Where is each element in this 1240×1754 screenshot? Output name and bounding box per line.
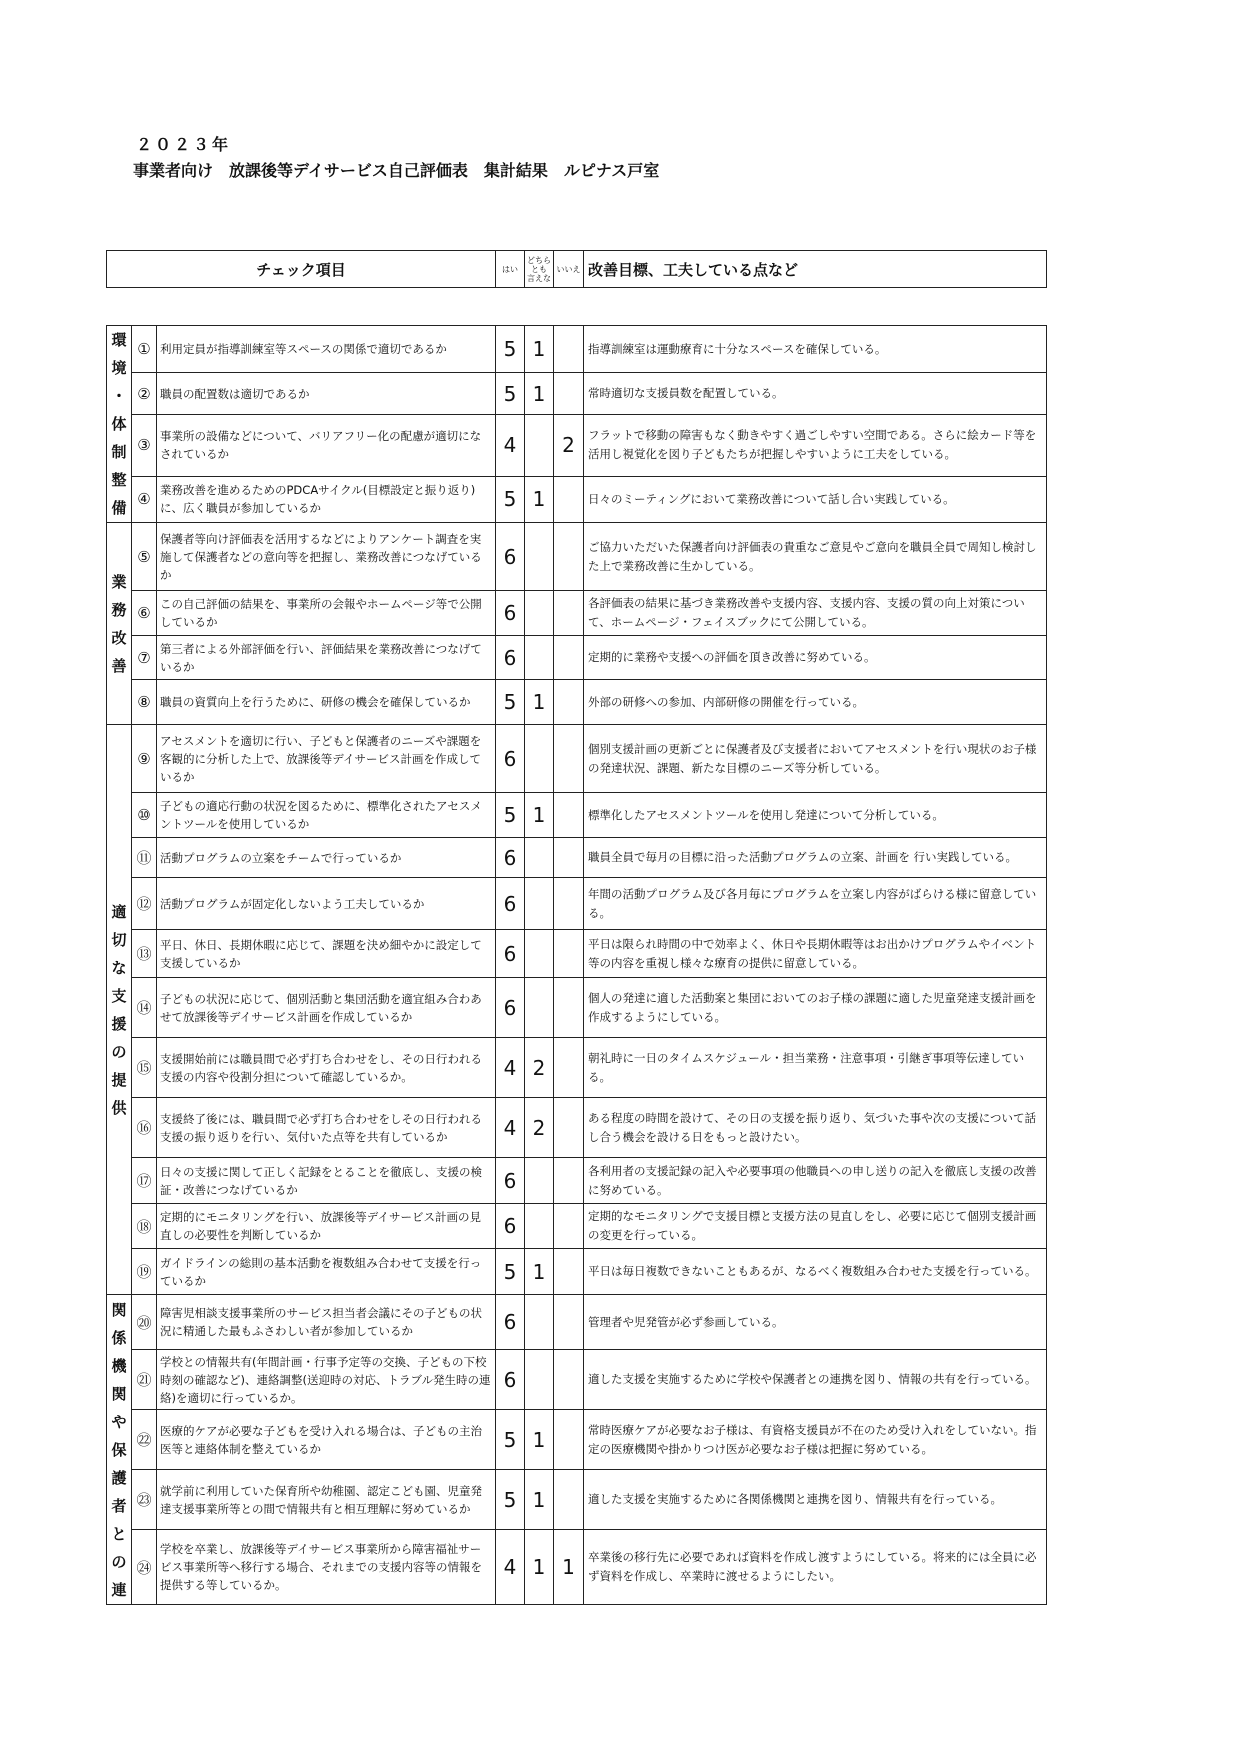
item-number: ㉒ — [132, 1410, 157, 1470]
count-no — [554, 523, 584, 591]
table-row — [107, 1158, 1047, 1204]
count-no: 2 — [554, 414, 584, 476]
count-neither — [525, 930, 554, 978]
count-neither — [525, 523, 554, 591]
improvement-comment: 年間の活動プログラム及び各月毎にプログラムを立案し内容がばらける様に留意している。 — [584, 878, 1047, 930]
count-neither — [525, 878, 554, 930]
count-neither: 1 — [525, 1470, 554, 1530]
item-number: ㉓ — [132, 1470, 157, 1530]
count-neither: 2 — [525, 1098, 554, 1158]
category-char: 保 — [111, 1440, 127, 1459]
count-neither — [525, 838, 554, 878]
improvement-comment: 各評価表の結果に基づき業務改善や支援内容、支援内容、支援の質の向上対策について、ホームページ・フェイスブックにて公開している。 — [584, 591, 1047, 636]
item-number: ⑲ — [132, 1249, 157, 1295]
category-char: 係 — [111, 1328, 127, 1347]
item-number: ⑬ — [132, 930, 157, 978]
count-neither: 1 — [525, 680, 554, 725]
category-char: な — [111, 958, 127, 977]
count-yes: 4 — [496, 1098, 525, 1158]
page-title: 事業者向け 放課後等デイサービス自己評価表 集計結果 ルピナス戸室 — [133, 161, 660, 180]
item-question: この自己評価の結果を、事業所の会報やホームページ等で公開しているか — [157, 591, 496, 636]
table-row — [107, 414, 1047, 476]
column-neither-line2: とも — [531, 264, 547, 274]
improvement-comment: 常時適切な支援員数を配置している。 — [584, 373, 1047, 414]
count-neither: 1 — [525, 1530, 554, 1605]
item-question: 学校との情報共有(年間計画・行事予定等の交換、子どもの下校時刻の確認など)、連絡調整(送迎時の対応、トラブル発生時の連絡)を適切に行っているか。 — [157, 1350, 496, 1410]
category-char: ・ — [111, 387, 127, 405]
improvement-comment: 平日は限られ時間の中で効率よく、休日や長期休暇等はお出かけプログラムやイベント等の内容を重視し様々な療育の提供に留意している。 — [584, 930, 1047, 978]
item-question: 利用定員が指導訓練室等スペースの関係で適切であるか — [157, 326, 496, 373]
count-neither — [525, 1350, 554, 1410]
item-number: ㉔ — [132, 1530, 157, 1605]
item-question: 定期的にモニタリングを行い、放課後等デイサービス計画の見直しの必要性を判断しているか — [157, 1204, 496, 1249]
count-no — [554, 725, 584, 793]
improvement-comment: 定期的なモニタリングで支援目標と支援方法の見直しをし、必要に応じて個別支援計画の変更を行っている。 — [584, 1204, 1047, 1249]
item-number: ③ — [132, 414, 157, 476]
category-cell — [107, 1295, 132, 1605]
table-row — [107, 1249, 1047, 1295]
table-row — [107, 725, 1047, 793]
count-no — [554, 1295, 584, 1350]
table-row — [107, 930, 1047, 978]
count-neither: 2 — [525, 1038, 554, 1098]
item-number: ⑨ — [132, 725, 157, 793]
count-no — [554, 878, 584, 930]
year-label: ２０２３年 — [136, 135, 232, 154]
table-row — [107, 680, 1047, 725]
improvement-comment: 適した支援を実施するために学校や保護者との連携を図り、情報の共有を行っている。 — [584, 1350, 1047, 1410]
count-neither — [525, 1204, 554, 1249]
column-improvement: 改善目標、工夫している点など — [584, 251, 1047, 288]
count-yes: 5 — [496, 476, 525, 522]
item-number: ⑮ — [132, 1038, 157, 1098]
improvement-comment: 外部の研修への参加、内部研修の開催を行っている。 — [584, 680, 1047, 725]
item-question: 障害児相談支援事業所のサービス担当者会議にその子どもの状況に精通した最もふさわしい者が参加しているか — [157, 1295, 496, 1350]
item-number: ④ — [132, 476, 157, 522]
count-neither — [525, 591, 554, 636]
improvement-comment: 管理者や児発管が必ず参画している。 — [584, 1295, 1047, 1350]
item-question: 事業所の設備などについて、バリアフリー化の配慮が適切になされているか — [157, 414, 496, 476]
count-yes: 6 — [496, 930, 525, 978]
item-number: ⑦ — [132, 636, 157, 680]
count-neither — [525, 1158, 554, 1204]
evaluation-table — [106, 325, 1047, 1605]
category-char: 護 — [111, 1468, 127, 1487]
count-yes: 6 — [496, 878, 525, 930]
count-no: 1 — [554, 1530, 584, 1605]
table-row — [107, 1350, 1047, 1410]
item-question: 職員の資質向上を行うために、研修の機会を確保しているか — [157, 680, 496, 725]
table-row — [107, 838, 1047, 878]
category-char: 関 — [111, 1300, 127, 1319]
count-no — [554, 1204, 584, 1249]
count-neither: 1 — [525, 793, 554, 838]
item-question: 就学前に利用していた保育所や幼稚園、認定こども園、児童発達支援事業所等との間で情報共有と相互理解に努めているか — [157, 1470, 496, 1530]
count-no — [554, 591, 584, 636]
count-neither: 1 — [525, 1410, 554, 1470]
category-cell — [107, 523, 132, 725]
count-yes: 5 — [496, 1470, 525, 1530]
count-no — [554, 978, 584, 1038]
count-yes: 6 — [496, 838, 525, 878]
column-neither-line1: どちら — [527, 255, 551, 265]
improvement-comment: ご協力いただいた保護者向け評価表の貴重なご意見やご意向を職員全員で周知し検討した上で業務改善に生かしている。 — [584, 523, 1047, 591]
count-no — [554, 1470, 584, 1530]
item-number: ⑫ — [132, 878, 157, 930]
column-check-item: チェック項目 — [107, 251, 496, 288]
item-question: 医療的ケアが必要な子どもを受け入れる場合は、子どもの主治医等と連絡体制を整えているか — [157, 1410, 496, 1470]
table-row — [107, 1470, 1047, 1530]
count-yes: 6 — [496, 636, 525, 680]
table-row — [107, 1204, 1047, 1249]
item-question: 活動プログラムの立案をチームで行っているか — [157, 838, 496, 878]
count-yes: 6 — [496, 1204, 525, 1249]
count-yes: 6 — [496, 725, 525, 793]
table-row — [107, 373, 1047, 414]
table-row — [107, 793, 1047, 838]
item-question: 学校を卒業し、放課後等デイサービス事業所から障害福祉サービス事業所等へ移行する場合、それまでの支援内容等の情報を提供する等しているか。 — [157, 1530, 496, 1605]
count-no — [554, 1249, 584, 1295]
count-no — [554, 1038, 584, 1098]
category-char: 体 — [111, 415, 127, 433]
category-char: 提 — [111, 1070, 127, 1089]
count-yes: 5 — [496, 1410, 525, 1470]
category-char: 環 — [111, 331, 127, 349]
category-char: 支 — [111, 986, 127, 1005]
item-number: ㉑ — [132, 1350, 157, 1410]
count-no — [554, 326, 584, 373]
item-question: 業務改善を進めるためのPDCAサイクル(目標設定と振り返り)に、広く職員が参加しているか — [157, 476, 496, 522]
count-no — [554, 1098, 584, 1158]
category-char: 連 — [111, 1580, 127, 1599]
count-no — [554, 373, 584, 414]
category-char: 援 — [111, 1014, 127, 1033]
improvement-comment: 適した支援を実施するために各関係機関と連携を図り、情報共有を行っている。 — [584, 1470, 1047, 1530]
item-number: ⑯ — [132, 1098, 157, 1158]
category-cell — [107, 326, 132, 523]
count-yes: 6 — [496, 978, 525, 1038]
category-char: の — [111, 1552, 127, 1571]
improvement-comment: フラットで移動の障害もなく動きやすく過ごしやすい空間である。さらに絵カード等を活用し視覚化を図り子どもたちが把握しやすいように工夫をしている。 — [584, 414, 1047, 476]
category-char: 改 — [111, 628, 127, 647]
improvement-comment: 標準化したアセスメントツールを使用し発達について分析している。 — [584, 793, 1047, 838]
count-yes: 4 — [496, 414, 525, 476]
category-char: 適 — [111, 902, 127, 921]
item-number: ⑥ — [132, 591, 157, 636]
count-yes: 5 — [496, 1249, 525, 1295]
category-char: 業 — [111, 572, 127, 591]
item-question: ガイドラインの総則の基本活動を複数組み合わせて支援を行っているか — [157, 1249, 496, 1295]
count-no — [554, 838, 584, 878]
count-neither: 1 — [525, 326, 554, 373]
item-question: アセスメントを適切に行い、子どもと保護者のニーズや課題を客観的に分析した上で、放課後等デイサービス計画を作成しているか — [157, 725, 496, 793]
count-yes: 6 — [496, 523, 525, 591]
improvement-comment: 個別支援計画の更新ごとに保護者及び支援者においてアセスメントを行い現状のお子様の発達状況、課題、新たな目標のニーズ等分析している。 — [584, 725, 1047, 793]
item-number: ⑧ — [132, 680, 157, 725]
table-row — [107, 878, 1047, 930]
table-row — [107, 636, 1047, 680]
column-neither-line3: 言えな — [527, 273, 551, 283]
count-neither — [525, 414, 554, 476]
count-neither — [525, 1295, 554, 1350]
item-question: 第三者による外部評価を行い、評価結果を業務改善につなげているか — [157, 636, 496, 680]
count-yes: 6 — [496, 591, 525, 636]
table-row — [107, 1295, 1047, 1350]
item-question: 子どもの状況に応じて、個別活動と集団活動を適宜組み合わあせて放課後等デイサービス計画を作成しているか — [157, 978, 496, 1038]
improvement-comment: 各利用者の支援記録の記入や必要事項の他職員への申し送りの記入を徹底し支援の改善に努めている。 — [584, 1158, 1047, 1204]
item-number: ⑱ — [132, 1204, 157, 1249]
count-yes: 4 — [496, 1530, 525, 1605]
category-char: 整 — [111, 471, 127, 489]
category-char: 備 — [111, 499, 127, 517]
item-number: ⑪ — [132, 838, 157, 878]
category-char: 切 — [111, 930, 127, 949]
category-char: や — [111, 1412, 127, 1431]
category-char: と — [111, 1524, 127, 1543]
table-row — [107, 476, 1047, 522]
count-yes: 6 — [496, 1295, 525, 1350]
improvement-comment: 職員全員で毎月の目標に沿った活動プログラムの立案、計画を 行い実践している。 — [584, 838, 1047, 878]
category-char: 務 — [111, 600, 127, 619]
item-question: 支援終了後には、職員間で必ず打ち合わせをしその日行われる支援の振り返りを行い、気付いた点等を共有しているか — [157, 1098, 496, 1158]
table-row — [107, 523, 1047, 591]
table-row — [107, 1098, 1047, 1158]
count-yes: 6 — [496, 1158, 525, 1204]
column-no: いいえ — [554, 251, 584, 288]
count-yes: 6 — [496, 1350, 525, 1410]
category-char: 供 — [111, 1098, 127, 1117]
category-char: 制 — [111, 443, 127, 461]
count-no — [554, 930, 584, 978]
category-char: 者 — [111, 1496, 127, 1515]
improvement-comment: 日々のミーティングにおいて業務改善について話し合い実践している。 — [584, 476, 1047, 522]
item-number: ① — [132, 326, 157, 373]
count-no — [554, 476, 584, 522]
item-question: 保護者等向け評価表を活用するなどによりアンケート調査を実施して保護者などの意向等を把握し、業務改善につなげているか — [157, 523, 496, 591]
count-yes: 5 — [496, 326, 525, 373]
count-neither — [525, 636, 554, 680]
item-question: 子どもの適応行動の状況を図るために、標準化されたアセスメントツールを使用しているか — [157, 793, 496, 838]
count-no — [554, 1158, 584, 1204]
item-number: ② — [132, 373, 157, 414]
item-question: 職員の配置数は適切であるか — [157, 373, 496, 414]
column-header-table — [106, 250, 1047, 288]
count-yes: 5 — [496, 680, 525, 725]
item-question: 支援開始前には職員間で必ず打ち合わせをし、その日行われる支援の内容や役割分担について確認しているか。 — [157, 1038, 496, 1098]
count-neither: 1 — [525, 1249, 554, 1295]
category-char: の — [111, 1042, 127, 1061]
item-number: ⑰ — [132, 1158, 157, 1204]
improvement-comment: 指導訓練室は運動療育に十分なスペースを確保している。 — [584, 326, 1047, 373]
count-no — [554, 793, 584, 838]
improvement-comment: 個人の発達に適した活動案と集団においてのお子様の課題に適した児童発達支援計画を作成するようにしている。 — [584, 978, 1047, 1038]
count-yes: 5 — [496, 373, 525, 414]
count-no — [554, 1410, 584, 1470]
count-no — [554, 680, 584, 725]
improvement-comment: 朝礼時に一日のタイムスケジュール・担当業務・注意事項・引継ぎ事項等伝達している。 — [584, 1038, 1047, 1098]
count-no — [554, 1350, 584, 1410]
table-row — [107, 1530, 1047, 1605]
column-yes: はい — [496, 251, 525, 288]
table-row — [107, 591, 1047, 636]
improvement-comment: 卒業後の移行先に必要であれば資料を作成し渡すようにしている。将来的には全員に必ず資料を作成し、卒業時に渡せるようにしたい。 — [584, 1530, 1047, 1605]
table-row — [107, 326, 1047, 373]
category-char: 関 — [111, 1384, 127, 1403]
item-question: 活動プログラムが固定化しないよう工夫しているか — [157, 878, 496, 930]
item-number: ⑩ — [132, 793, 157, 838]
improvement-comment: 定期的に業務や支援への評価を頂き改善に努めている。 — [584, 636, 1047, 680]
count-neither — [525, 978, 554, 1038]
table-row — [107, 1410, 1047, 1470]
count-yes: 4 — [496, 1038, 525, 1098]
category-char: 善 — [111, 656, 127, 675]
item-question: 日々の支援に関して正しく記録をとることを徹底し、支援の検証・改善につなげているか — [157, 1158, 496, 1204]
improvement-comment: 常時医療ケアが必要なお子様は、有資格支援員が不在のため受け入れをしていない。指定の医療機関や掛かりつけ医が必要なお子様は把握に努めている。 — [584, 1410, 1047, 1470]
count-no — [554, 636, 584, 680]
item-question: 平日、休日、長期休暇に応じて、課題を決め細やかに設定して支援しているか — [157, 930, 496, 978]
improvement-comment: ある程度の時間を設けて、その日の支援を振り返り、気づいた事や次の支援について話し合う機会を設ける日をもっと設けたい。 — [584, 1098, 1047, 1158]
count-neither: 1 — [525, 476, 554, 522]
table-row — [107, 1038, 1047, 1098]
count-neither: 1 — [525, 373, 554, 414]
item-number: ⑳ — [132, 1295, 157, 1350]
category-char: 境 — [111, 359, 127, 377]
item-number: ⑤ — [132, 523, 157, 591]
improvement-comment: 平日は毎日複数できないこともあるが、なるべく複数組み合わせた支援を行っている。 — [584, 1249, 1047, 1295]
table-row — [107, 978, 1047, 1038]
item-number: ⑭ — [132, 978, 157, 1038]
count-yes: 5 — [496, 793, 525, 838]
column-neither — [525, 251, 554, 288]
category-char: 機 — [111, 1356, 127, 1375]
count-neither — [525, 725, 554, 793]
category-cell — [107, 725, 132, 1295]
